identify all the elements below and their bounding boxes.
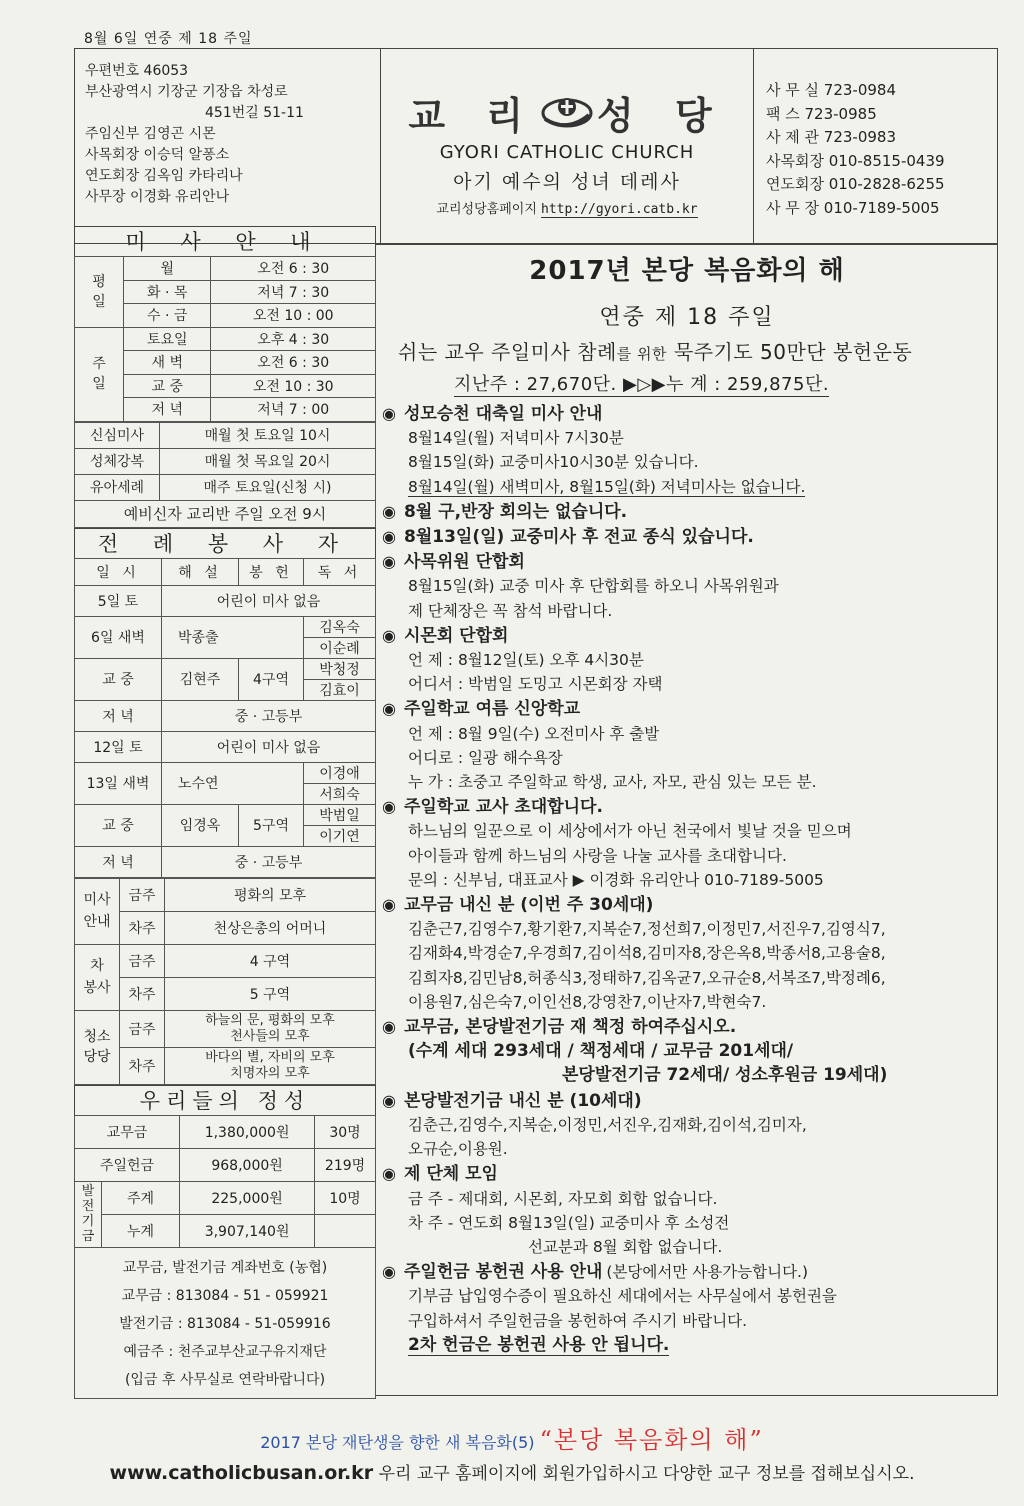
row-reader: 박청정 [304, 658, 376, 679]
extra-value: 매월 첫 목요일 20시 [160, 448, 376, 474]
col-commentary: 해 설 [162, 558, 239, 585]
extra-value: 매월 첫 토요일 10시 [160, 422, 376, 448]
dev-label: 누계 [102, 1214, 180, 1247]
notice-line: 기부금 납입영수증이 필요하신 세대에서는 사무실에서 봉헌권을 [408, 1287, 837, 1306]
tea-next: 5 구역 [165, 977, 376, 1010]
offering-amount: 1,380,000원 [180, 1115, 315, 1148]
cleaning-next [165, 1047, 376, 1084]
header-box [74, 48, 998, 244]
col-offering: 봉 헌 [239, 558, 304, 585]
notice-heading-text: 주일헌금 봉헌권 사용 안내 [404, 1262, 603, 1283]
contact-manager: 사 무 장 010-7189-5005 [766, 198, 940, 217]
row-offerer: 5구역 [239, 804, 304, 846]
this-week: 금주 [120, 944, 165, 977]
offering-section-title: 우리들의 정성 [74, 1085, 376, 1115]
yeondo-president: 연도회장 김옥임 카타리나 [85, 168, 243, 184]
bullet-icon: ◉ [382, 527, 396, 547]
contact-fax: 팩 스 723-0985 [766, 104, 877, 123]
row-note: 중 · 고등부 [162, 846, 376, 877]
church-name-english: GYORI CATHOLIC CHURCH [439, 142, 695, 163]
offering-amount: 968,000원 [180, 1148, 315, 1181]
bullet-icon: ◉ [382, 501, 396, 521]
account-kyomu: 교무금 : 813084 - 51 - 059921 [121, 1287, 329, 1304]
row-note: 중 · 고등부 [162, 700, 376, 731]
address-line-2: 451번길 51-11 [205, 105, 304, 121]
this-week: 금주 [120, 1010, 165, 1047]
weekday-label: 평 일 [75, 257, 124, 328]
notice-item [382, 500, 994, 524]
notice-heading-text: 8월 구,반장 회의는 없습니다. [404, 501, 628, 522]
notice-heading-text: 주일학교 교사 초대합니다. [404, 797, 603, 818]
bullet-icon: ◉ [382, 1164, 396, 1184]
bullet-icon: ◉ [382, 797, 396, 817]
mass-time: 오전 10 : 30 [211, 374, 376, 398]
row-note: 어린이 미사 없음 [162, 731, 376, 762]
notice-item [382, 697, 994, 794]
notice-heading [382, 1089, 994, 1113]
notice-heading-text: 주일학교 여름 신앙학교 [404, 699, 581, 720]
extra-label: 신심미사 [75, 422, 160, 448]
next-week: 차주 [120, 911, 165, 944]
notice-heading-text: 시몬회 단합회 [404, 625, 509, 646]
row-commentator: 김현주 [162, 658, 239, 700]
account-dev: 발전기금 : 813084 - 51-059916 [119, 1315, 331, 1332]
mass-time: 오전 6 : 30 [211, 257, 376, 281]
notice-item [382, 525, 994, 549]
mass-guide-label: 미사 안내 [75, 878, 120, 944]
mass-day: 저 녁 [124, 398, 211, 422]
notice-heading-text: 본당발전기금 내신 분 (10세대) [404, 1090, 642, 1111]
notice-line: 아이들과 함께 하느님의 사랑을 나눌 교사를 초대합니다. [408, 846, 787, 865]
notice-underlined-bold: 2차 헌금은 봉헌권 사용 안 됩니다. [408, 1334, 670, 1355]
offering-table [74, 1115, 376, 1248]
notice-heading [382, 624, 994, 648]
council-president: 사목회장 이승덕 알퐁소 [85, 147, 230, 163]
row-commentator: 노수연 [162, 762, 304, 804]
bullet-icon: ◉ [382, 1017, 396, 1037]
extra-value: 매주 토요일(신청 시) [160, 474, 376, 500]
row-reader: 서희숙 [304, 783, 376, 804]
row-reader: 이기연 [304, 825, 376, 846]
notice-item [382, 1015, 994, 1088]
service-table [74, 878, 376, 1085]
notice-item [382, 550, 994, 623]
row-date: 교 중 [75, 658, 162, 700]
diocese-text: 우리 교구 홈페이지에 회원가입하시고 다양한 교구 정보를 접해보십시오. [378, 1464, 915, 1484]
bullet-icon: ◉ [382, 1262, 396, 1282]
row-note: 어린이 미사 없음 [162, 585, 376, 616]
dev-fund-label: 발 전 기 금 [75, 1181, 102, 1247]
notice-line: 차 주 - 연도회 8월13일(일) 교중미사 후 소성전 [408, 1213, 730, 1232]
account-title: 교무금, 발전기금 계좌번호 (농협) [122, 1259, 328, 1276]
notice-bold-line: 본당발전기금 72세대/ 성소후원금 19세대) [562, 1065, 888, 1086]
notice-heading [382, 525, 994, 549]
notice-list [382, 402, 994, 1358]
notice-heading [382, 402, 994, 426]
dev-count: 10명 [315, 1181, 376, 1214]
notice-line: 하느님의 일꾼으로 이 세상에서가 아닌 천국에서 빛날 것을 믿으며 [408, 822, 852, 841]
rosary-text-a: 쉬는 교우 주일미사 참례 [398, 340, 617, 364]
account-info [74, 1248, 376, 1399]
homepage-label: 교리성당홈페이지 [436, 202, 537, 217]
notice-line: 구입하셔서 주일헌금을 봉헌하여 주시기 바랍니다. [408, 1311, 748, 1330]
row-reader: 김옥숙 [304, 616, 376, 637]
contact-yeondo: 연도회장 010-2828-6255 [766, 175, 945, 193]
next-week: 차주 [120, 977, 165, 1010]
mass-time: 저녁 7 : 00 [211, 398, 376, 422]
extra-label: 성체강복 [75, 448, 160, 474]
row-offerer: 4구역 [239, 658, 304, 700]
notice-line: 누 가 : 초중고 주일학교 학생, 교사, 자모, 관심 있는 모든 분. [408, 773, 817, 792]
office-manager: 사무장 이경화 유리안나 [85, 189, 230, 205]
notice-heading-text: 교무금, 본당발전기금 재 책정 하여주십시오. [404, 1017, 737, 1038]
row-date: 12일 토 [75, 731, 162, 762]
bullet-icon: ◉ [382, 1090, 396, 1110]
notice-heading-note: (본당에서만 사용가능합니다.) [606, 1263, 809, 1282]
contact-list [753, 49, 999, 243]
address-line-1: 부산광역시 기장군 기장읍 차성로 [85, 84, 288, 100]
homepage-link[interactable]: http://gyori.catb.kr [541, 202, 698, 217]
notice-underlined: 8월14일(월) 새벽미사, 8월15일(화) 저녁미사는 없습니다. [408, 477, 806, 496]
liturgy-section-title: 전 례 봉 사 자 [74, 528, 376, 558]
notice-heading-text: 성모승천 대축일 미사 안내 [404, 404, 603, 424]
row-commentator: 임경옥 [162, 804, 239, 846]
notice-heading [382, 893, 994, 917]
mass-time: 오전 10 : 00 [211, 304, 376, 328]
tea-this: 4 구역 [165, 944, 376, 977]
church-logo [381, 85, 753, 140]
notice-heading-text: 사목위원 단합회 [404, 552, 525, 573]
logo-text-right: 성 당 [597, 93, 726, 138]
notice-line: 선교분과 8월 회합 없습니다. [528, 1237, 723, 1256]
notice-subtitle: 연중 제 18 주일 [599, 305, 775, 330]
row-date: 5일 토 [75, 585, 162, 616]
notice-title: 2017년 본당 복음화의 해 [529, 256, 845, 286]
notice-heading [382, 795, 994, 819]
bullet-icon: ◉ [382, 625, 396, 645]
notice-heading-text: 8월13일(일) 교중미사 후 전교 종식 있습니다. [404, 527, 754, 548]
account-note: (입금 후 사무실로 연락바랍니다) [124, 1371, 326, 1388]
rosary-campaign [398, 336, 912, 365]
mass-day: 교 중 [124, 374, 211, 398]
mass-guide-this: 평화의 모후 [165, 878, 376, 911]
notice-heading [382, 1015, 994, 1039]
pastor: 주임신부 김영곤 시몬 [85, 126, 216, 142]
notice-item [382, 1089, 994, 1162]
extra-label: 유아세례 [75, 474, 160, 500]
cleaning-this [165, 1010, 376, 1047]
account-holder: 예금주 : 천주교부산교구유지재단 [123, 1343, 327, 1360]
notice-heading [382, 1162, 994, 1186]
notice-line: 제 단체장은 꼭 참석 바랍니다. [408, 601, 613, 620]
notice-line: 언 제 : 8월12일(토) 오후 4시30분 [408, 651, 644, 670]
dev-label: 주계 [102, 1181, 180, 1214]
row-reader: 박범일 [304, 804, 376, 825]
notice-line: 이용원7,심은숙7,이인선8,강영찬7,이난자7,박현숙7. [408, 992, 767, 1011]
parish-info [75, 49, 381, 243]
notice-line: 어디서 : 박범일 도밍고 시몬회장 자택 [408, 675, 663, 694]
notice-line: 금 주 - 제대회, 시몬회, 자모회 회합 없습니다. [408, 1189, 718, 1208]
rosary-count: 지난주 : 27,670단. ▶▷▶누 계 : 259,875단. [454, 370, 829, 397]
footer-diocese [0, 1459, 1024, 1484]
row-commentator: 박종출 [162, 616, 304, 658]
notice-line: 김희자8,김민남8,허종식3,정태하7,김옥균7,오규순8,서복조7,박정례6, [408, 968, 886, 987]
row-reader: 이경애 [304, 762, 376, 783]
contact-rectory: 사 제 관 723-0983 [766, 128, 896, 146]
cleaning-this-2: 천사들의 모후 [230, 1028, 310, 1044]
mass-time: 저녁 7 : 30 [211, 280, 376, 304]
notice-line: 문의 : 신부님, 대표교사 ▶ 이경화 유리안나 010-7189-5005 [408, 870, 824, 889]
church-title-block [381, 49, 753, 243]
mass-section-title: 미 사 안 내 [74, 226, 376, 256]
left-column [74, 226, 376, 1399]
mass-day: 화 · 목 [124, 280, 211, 304]
notice-line: 8월15일(화) 교중미사10시30분 있습니다. [408, 453, 699, 472]
notice-bold-line: (수계 세대 293세대 / 책정세대 / 교무금 201세대/ [408, 1041, 794, 1062]
notice-item [382, 402, 994, 499]
offering-count: 30명 [315, 1115, 376, 1148]
diocese-url[interactable]: www.catholicbusan.or.kr [109, 1462, 374, 1484]
cleaning-next-2: 치명자의 모후 [230, 1065, 310, 1081]
row-date: 6일 새벽 [75, 616, 162, 658]
mass-day: 월 [124, 257, 211, 281]
notice-line: 오규순,이용원. [408, 1140, 508, 1159]
notice-line: 김재화4,박경순7,우경희7,김이석8,김미자8,장은옥8,박종서8,고용술8, [408, 944, 886, 963]
notice-line: 8월15일(화) 교중 미사 후 단합회를 하오니 사목위원과 [408, 577, 779, 596]
contact-office: 사 무 실 723-0984 [766, 81, 896, 99]
notice-item [382, 1162, 994, 1259]
row-reader: 이순례 [304, 637, 376, 658]
col-date: 일 시 [75, 558, 162, 585]
cleaning-label: 청소 당당 [75, 1010, 120, 1084]
notice-line: 언 제 : 8월 9일(수) 오전미사 후 출발 [408, 724, 660, 743]
mass-day: 토요일 [124, 327, 211, 351]
catechumen-class: 예비신자 교리반 주일 오전 9시 [75, 500, 376, 527]
homepage [381, 198, 753, 217]
notice-line: 김춘근7,김영수7,황기환7,지복순7,정선희7,이정민7,서진우7,김영식7, [408, 920, 886, 939]
row-reader: 김효이 [304, 679, 376, 700]
mass-day: 수 · 금 [124, 304, 211, 328]
offering-label: 주일헌금 [75, 1148, 180, 1181]
dev-count-empty [315, 1214, 376, 1247]
slogan-text: 2017 본당 재탄생을 향한 새 복음화(5) [260, 1433, 535, 1452]
patron-saint: 아기 예수의 성녀 데레사 [453, 171, 681, 193]
notice-item [382, 893, 994, 1014]
mass-guide-next: 천상은총의 어머니 [165, 911, 376, 944]
notice-line: 8월14일(월) 저녁미사 7시30분 [408, 429, 624, 448]
notice-line [382, 475, 994, 499]
notice-line [382, 1333, 994, 1357]
cleaning-this-1: 하늘의 문, 평화의 모후 [205, 1012, 335, 1028]
row-date: 저 녁 [75, 846, 162, 877]
mass-schedule-table [74, 256, 376, 422]
footer-slogan [0, 1420, 1024, 1455]
notice-line: 김춘근,김영수,지복순,이정민,서진우,김재화,김이석,김미자, [408, 1115, 807, 1134]
notice-line: 어디로 : 일광 해수욕장 [408, 748, 563, 767]
slogan-highlight: “본당 복음화의 해” [539, 1426, 764, 1454]
notice-heading [382, 697, 994, 721]
notice-heading [382, 500, 994, 524]
sunday-label: 주 일 [75, 327, 124, 421]
notice-heading [382, 550, 994, 574]
notice-item [382, 1260, 994, 1357]
bullet-icon: ◉ [382, 552, 396, 572]
notice-heading-text: 교무금 내신 분 (이번 주 30세대) [404, 895, 654, 916]
logo-text-left: 교 리 [408, 93, 537, 138]
offering-label: 교무금 [75, 1115, 180, 1148]
rosary-text-c: 묵주기도 50만단 봉헌운동 [673, 340, 913, 364]
next-week: 차주 [120, 1047, 165, 1084]
liturgy-table [74, 558, 376, 878]
dev-amount: 3,907,140원 [180, 1214, 315, 1247]
postal-code: 우편번호 46053 [85, 63, 189, 79]
cleaning-next-1: 바다의 별, 자비의 모후 [205, 1049, 335, 1065]
rosary-text-b: 를 위한 [616, 345, 668, 363]
bullet-icon: ◉ [382, 895, 396, 915]
tea-label: 차 봉사 [75, 944, 120, 1010]
mass-time: 오후 4 : 30 [211, 327, 376, 351]
row-date: 저 녁 [75, 700, 162, 731]
offering-count: 219명 [315, 1148, 376, 1181]
dev-amount: 225,000원 [180, 1181, 315, 1214]
bullet-icon: ◉ [382, 699, 396, 719]
notice-heading-text: 제 단체 모임 [404, 1164, 498, 1185]
notice-item [382, 624, 994, 697]
issue-date: 8월 6일 연중 제 18 주일 [84, 31, 253, 47]
cross-emblem-icon [541, 93, 593, 133]
bullet-icon: ◉ [382, 404, 396, 423]
mass-time: 오전 6 : 30 [211, 351, 376, 375]
this-week: 금주 [120, 878, 165, 911]
extra-mass-table [74, 422, 376, 528]
notice-item [382, 795, 994, 892]
contact-council: 사목회장 010-8515-0439 [766, 151, 945, 170]
row-date: 13일 새벽 [75, 762, 162, 804]
col-reading: 독 서 [304, 558, 376, 585]
row-date: 교 중 [75, 804, 162, 846]
mass-day: 새 벽 [124, 351, 211, 375]
notice-heading [382, 1260, 994, 1284]
